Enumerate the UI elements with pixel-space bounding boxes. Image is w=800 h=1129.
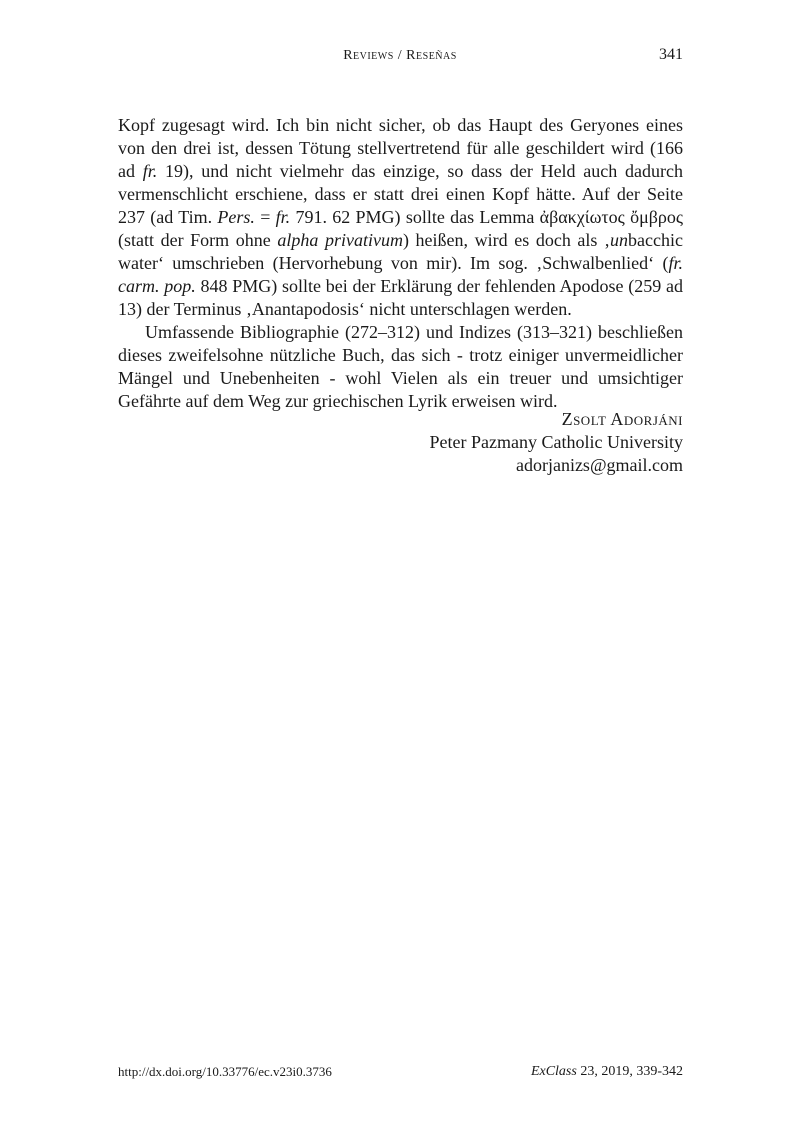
text-run: 848 PMG) sollte bei der Erklärung der fehlenden Apodose (259 ad 13) der Terminus ‚Anantapodosis‘ nicht unterschlagen werden. bbox=[118, 276, 683, 319]
italic-run: fr. carm. pop. bbox=[118, 253, 683, 296]
paragraph-2: Umfassende Bibliographie (272–312) und Indizes (313–321) beschließen dieses zweifelsohne nützliche Buch, das sich - trotz einiger unvermeidlicher Mängel und Unebenheiten - wohl Vielen als ein treuer und umsichtiger Gefährte auf dem Weg zur griechischen Lyrik erweisen wird. bbox=[118, 322, 683, 411]
italic-run: fr. bbox=[275, 207, 291, 227]
paragraph-1 bbox=[118, 114, 683, 321]
text-run: ) heißen, wird es doch als ‚ bbox=[402, 230, 611, 250]
text-run: 19), und nicht vielmehr das einzige, so dass der Held auch dadurch vermenschlicht erschiene, dass er statt drei einen Kopf hätte. Auf der Seite 237 (ad Tim. bbox=[118, 161, 683, 227]
journal-name: ExClass bbox=[530, 1064, 577, 1079]
text-run: = bbox=[254, 207, 276, 227]
italic-run: Pers. bbox=[217, 207, 255, 227]
journal-citation bbox=[400, 1064, 683, 1080]
doi-link[interactable]: http://dx.doi.org/10.33776/ec.v23i0.3736 bbox=[118, 1064, 332, 1079]
text-run: Kopf zugesagt wird. Ich bin nicht sicher, ob das Haupt des Geryones eines von den drei ist, dessen Tötung stellvertretend für alle geschildert wird (166 ad bbox=[118, 115, 683, 181]
text-run: bacchic water‘ umschrieben (Hervorhebung von mir). Im sog. ‚Schwalbenlied‘ ( bbox=[118, 230, 683, 273]
author-email: adorjanizs@gmail.com bbox=[515, 455, 683, 475]
author-name: Zsolt Adorjáni bbox=[561, 409, 683, 429]
italic-run: fr. bbox=[142, 161, 158, 181]
citation-details: 23, 2019, 339-342 bbox=[576, 1064, 683, 1079]
page-number: 341 bbox=[659, 46, 683, 63]
body-text bbox=[118, 114, 683, 413]
running-header: Reviews / Reseñas bbox=[343, 48, 457, 63]
author-affiliation: Peter Pazmany Catholic University bbox=[429, 432, 683, 452]
italic-run: alpha privativum bbox=[277, 230, 403, 250]
text-run: 791. 62 PMG) sollte das Lemma ἀβακχίωτος ὄμβρος (statt der Form ohne bbox=[118, 207, 683, 250]
italic-run: un bbox=[610, 230, 629, 250]
signature-block bbox=[300, 408, 683, 477]
